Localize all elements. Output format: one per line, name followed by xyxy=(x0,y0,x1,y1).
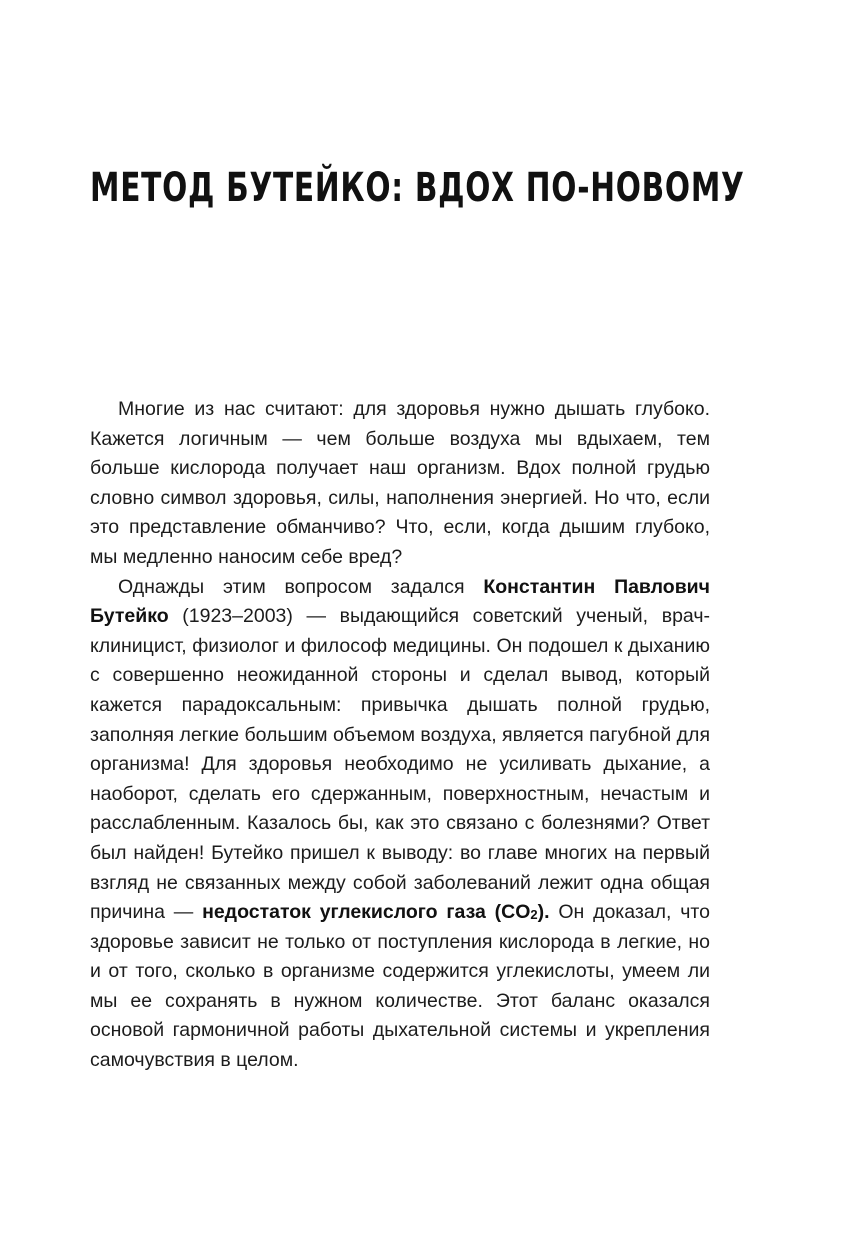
key-term-subscript: 2 xyxy=(530,907,538,923)
paragraph-2-middle: (1923–2003) — выдающийся советский ученый, врач-клиницист, физиолог и философ медицины. Он подошел к дыханию с совершенно неожиданной стороны и сделал вывод, который кажется парадоксальным: привычка дышать полной грудью, заполняя легкие большим объемом воздуха, является пагубной для организма! Для здоровья необходимо не усиливать дыхание, а наоборот, сделать его сдержанным, поверхностным, нечастым и расслабленным. Казалось бы, как это связано с болезнями? Ответ был найден! Бутейко пришел к выводу: во главе многих на первый взгляд не связанных между собой заболеваний лежит одна общая причина — xyxy=(90,605,710,924)
paragraph-2-ending: Он доказал, что здоровье зависит не только от поступления кислорода в легкие, но и от того, сколько в организме содержится углекислоты, умеем ли мы ее сохранять в нужном количестве. Этот баланс оказался основой гармоничной работы дыхательной системы и укрепления самочувствия в целом. xyxy=(90,901,710,1072)
paragraph-2 xyxy=(90,573,710,1076)
page-title: МЕТОД БУТЕЙКО: ВДОХ ПО-НОВОМУ xyxy=(90,165,745,211)
person-name: Константин Павлович Бутейко xyxy=(90,575,710,628)
key-term xyxy=(202,901,550,923)
paragraph-1: Многие из нас считают: для здоровья нужно дышать глубоко. Кажется логичным — чем больше воздуха мы вдыхаем, тем больше кислорода получает наш организм. Вдох полной грудью словно символ здоровья, силы, наполнения энергией. Но что, если это представление обманчиво? Что, если, когда дышим глубоко, мы медленно наносим себе вред? xyxy=(90,398,710,568)
paragraph-2-intro: Однажды этим вопросом задался xyxy=(118,575,484,598)
key-term-text: недостаток углекислого газа (CO xyxy=(202,901,531,924)
key-term-end: ). xyxy=(537,901,550,924)
article-body xyxy=(90,395,710,1076)
